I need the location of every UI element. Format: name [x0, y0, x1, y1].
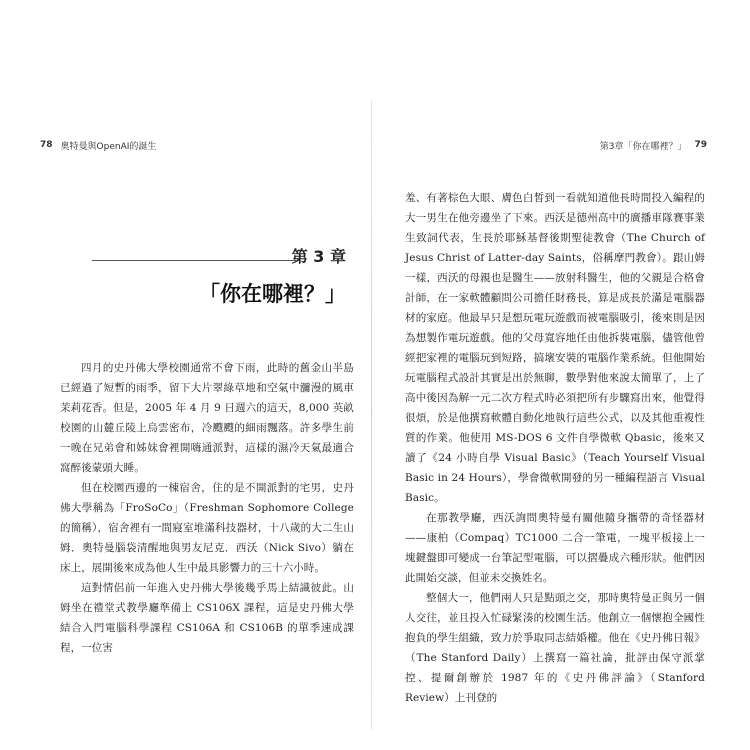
- chapter-number: 第 3 章: [291, 247, 346, 266]
- page-gutter: [371, 100, 372, 730]
- left-page: [32, 110, 362, 730]
- left-running-head: [32, 138, 362, 152]
- left-body-text: [60, 358, 354, 658]
- right-page-number: 79: [694, 140, 707, 150]
- paragraph: 這對情侶前一年進入史丹佛大學後幾乎馬上結識彼此。山姆坐在禮堂式教學廳準備上 CS106X 課程，這是史丹佛大學結合入門電腦科學課程 CS106A 和 CS106B 的單季速成課程，一位害: [60, 582, 354, 654]
- left-page-number: 78: [40, 140, 53, 150]
- paragraph: 整個大一，他們兩人只是點頭之交，那時奧特曼正與另一個人交往，並且投入忙碌緊湊的校園生活。他創立一個懷抱全國性抱負的學生組織，致力於爭取同志結婚權。他在《史丹佛日報》（The Stanford Daily）上撰寫一篇社論，批評由保守派掌控、提爾創辦於 1987 年的《史丹佛評論》（Stanford Review）上刊登的: [405, 592, 705, 704]
- right-page: [385, 110, 715, 730]
- paragraph: 在那教學廳，西沃詢問奧特曼有關他隨身攜帶的奇怪器材——康柏（Compaq）TC1000 二合一筆電，一塊平板接上一塊鍵盤即可變成一台筆記型電腦，可以摺疊成六種形狀。他們因此開始交談，但並未交換姓名。: [405, 512, 705, 584]
- paragraph: 四月的史丹佛大學校園通常不會下雨，此時的舊金山半島已經過了短暫的雨季，留下大片翠綠草地和空氣中瀰漫的風車茉莉花香。但是，2005 年 4 月 9 日週六的這天，8,000 英畝校園的山麓丘陵上烏雲密布，冷颼颼的細雨飄落。許多學生前一晚在兄弟會和姊妹會裡開嗨通派對，這樣的濕冷天氣最適合窩醉後蒙頭大睡。: [60, 362, 354, 474]
- right-running-head: [385, 138, 715, 152]
- chapter-title: 「你在哪裡？」: [199, 282, 346, 306]
- chapter-rule: [92, 260, 296, 261]
- right-body-text: [405, 188, 705, 708]
- paragraph: 羞、有著棕色大眼、膚色白皙到一看就知道他長時間投入編程的大一男生在他旁邊坐了下來。西沃是德州高中的廣播車隊賽事業生致詞代表，生長於耶穌基督後期聖徒教會（The Church of Jesus Christ of Latter-day Saints，俗稱摩門教會）。跟山姆一樣，西沃的母親也是醫生——放射科醫生，他的父親是合格會計師，在一家軟體顧問公司擔任財務長，算是成長於滿是電腦器材的家庭。他最早只是想玩電玩遊戲而被電腦吸引，後來則是因為想製作電玩遊戲。他的父母寬容地任由他拆裝電腦，儘管他曾經把家裡的電腦玩到短路，搞壞安裝的電腦作業系統。但他開始玩電腦程式設計其實是出於無聊，數學對他來說太簡單了，上了高中後因為解一元二次方程式時必須把所有步驟寫出來，他覺得很煩，於是他撰寫軟體自動化地執行這些公式，以及其他重複性質的作業。他使用 MS-DOS 6 文件自學微軟 Qbasic，後來又讀了《24 小時自學 Visual Basic》（Teach Yourself Visual Basic in 24 Hours），學會微軟開發的另一種編程語言 Visual Basic。: [405, 192, 705, 504]
- paragraph: 但在校園西邊的一棟宿舍，住的是不開派對的宅男，史丹佛大學稱為「FroSoCo」（Freshman Sophomore College 的簡稱），宿舍裡有一間寢室堆滿科技器材，十八歲的大二生山姆．奧特曼腦袋清醒地與男友尼克．西沃（Nick Sivo）躺在床上，展開後來成為他人生中最具影響力的三十六小時。: [60, 482, 354, 574]
- chapter-heading: [92, 240, 346, 310]
- right-running-head-title: 第3章「你在哪裡？」: [599, 141, 687, 152]
- left-running-head-title: 奧特曼與OpenAI的誕生: [60, 141, 157, 152]
